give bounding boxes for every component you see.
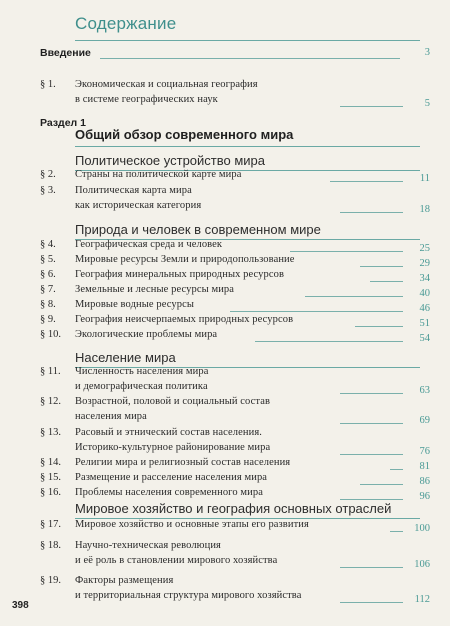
entry-number: § 6. (40, 269, 56, 280)
entry-number: § 12. (40, 396, 61, 407)
entry-page: 69 (419, 415, 430, 426)
entry-number: § 13. (40, 427, 61, 438)
entry-number: § 17. (40, 519, 61, 530)
entry-text: Мировое хозяйство и основные этапы его развития (75, 519, 309, 530)
entry-text: и демографическая политика (75, 381, 208, 392)
entry-page: 18 (419, 204, 430, 215)
entry-leader (340, 567, 403, 568)
page-number: 398 (12, 600, 29, 611)
entry-text: Земельные и лесные ресурсы мира (75, 284, 235, 295)
entry-number: § 2. (40, 169, 56, 180)
entry-text: Политическая карта мира (75, 185, 192, 196)
entry-leader (255, 341, 403, 342)
group-heading: Мировое хозяйство и география основных отраслей (75, 501, 392, 516)
entry-page: 76 (419, 446, 430, 457)
entry-text: Географическая среда и человек (75, 239, 223, 250)
entry-text: Факторы размещения (75, 575, 174, 586)
entry-number: § 16. (40, 487, 61, 498)
section-label: Раздел 1 (40, 117, 86, 129)
entry-text: Численность населения мира (75, 366, 209, 377)
entry-number: § 1. (40, 79, 56, 90)
entry-text: Религии мира и религиозный состав населения (75, 457, 291, 468)
entry-text: и территориальная структура мирового хозяйства (75, 590, 302, 601)
entry-text: География минеральных природных ресурсов (75, 269, 285, 280)
entry-text: Страны на политической карте мира (75, 169, 242, 180)
entry-leader (355, 326, 403, 327)
entry-text: Проблемы населения современного мира (75, 487, 263, 498)
entry-page: 54 (419, 333, 430, 344)
group-heading: Население мира (75, 350, 176, 365)
entry-leader (370, 281, 403, 282)
entry-text: Мировые ресурсы Земли и природопользование (75, 254, 295, 265)
intro-page: 3 (424, 47, 430, 58)
title-rule (75, 40, 420, 41)
entry-text: Экологические проблемы мира (75, 329, 218, 340)
entry-page: 11 (419, 173, 430, 184)
entry-leader (330, 181, 403, 182)
entry-text: Расовый и этнический состав населения. (75, 427, 262, 438)
entry-page: 63 (419, 385, 430, 396)
entry-leader (340, 212, 403, 213)
entry-page: 86 (419, 476, 430, 487)
entry-leader (290, 251, 403, 252)
entry-page: 106 (414, 559, 430, 570)
section-title: Общий обзор современного мира (75, 127, 294, 142)
entry-page: 81 (419, 461, 430, 472)
entry-leader (360, 484, 403, 485)
entry-number: § 8. (40, 299, 56, 310)
entry-page: 34 (419, 273, 430, 284)
entry-leader (305, 296, 403, 297)
entry-number: § 5. (40, 254, 56, 265)
section-rule (75, 146, 420, 147)
entry-number: § 11. (40, 366, 61, 377)
entry-leader (230, 311, 403, 312)
entry-text: Возрастной, половой и социальный состав (75, 396, 271, 407)
entry-leader (340, 106, 403, 107)
entry-text: Экономическая и социальная география (75, 79, 258, 90)
entry-text: География неисчерпаемых природных ресурсов (75, 314, 294, 325)
entry-number: § 4. (40, 239, 56, 250)
entry-leader (340, 499, 403, 500)
entry-text: Историко-культурное районирование мира (75, 442, 271, 453)
group-heading: Политическое устройство мира (75, 153, 266, 168)
entry-number: § 3. (40, 185, 56, 196)
entry-leader (340, 423, 403, 424)
entry-number: § 10. (40, 329, 61, 340)
entry-text: Мировые водные ресурсы (75, 299, 194, 310)
entry-number: § 19. (40, 575, 61, 586)
entry-number: § 15. (40, 472, 61, 483)
group-heading: Природа и человек в современном мире (75, 222, 321, 237)
entry-page: 46 (419, 303, 430, 314)
entry-page: 96 (419, 491, 430, 502)
entry-page: 51 (419, 318, 430, 329)
intro-leader (100, 58, 400, 59)
entry-page: 25 (419, 243, 430, 254)
intro-label: Введение (40, 47, 91, 59)
entry-text: как историческая категория (75, 200, 202, 211)
toc-title: Содержание (75, 14, 177, 33)
entry-number: § 14. (40, 457, 61, 468)
entry-leader (360, 266, 403, 267)
entry-page: 29 (419, 258, 430, 269)
entry-page: 100 (414, 523, 430, 534)
entry-page: 5 (424, 98, 430, 109)
entry-text: Научно-техническая революция (75, 540, 221, 551)
entry-text: и её роль в становлении мирового хозяйства (75, 555, 278, 566)
entry-page: 112 (414, 594, 430, 605)
entry-number: § 9. (40, 314, 56, 325)
entry-text: населения мира (75, 411, 147, 422)
entry-text: в системе географических наук (75, 94, 218, 105)
entry-leader (340, 602, 403, 603)
entry-number: § 18. (40, 540, 61, 551)
entry-leader (340, 454, 403, 455)
entry-number: § 7. (40, 284, 56, 295)
entry-leader (340, 393, 403, 394)
entry-text: Размещение и расселение населения мира (75, 472, 268, 483)
entry-page: 40 (419, 288, 430, 299)
